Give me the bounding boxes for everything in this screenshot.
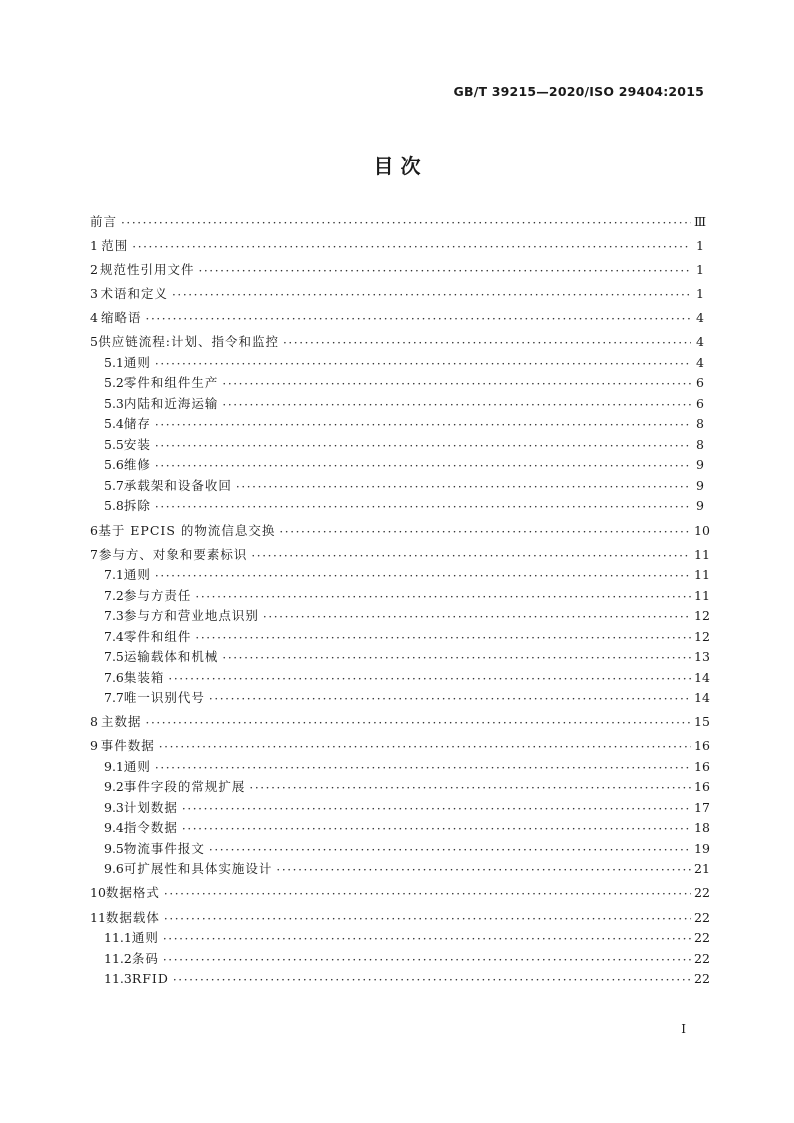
toc-entry-number: 9 xyxy=(90,738,98,754)
toc-entry[interactable] xyxy=(90,567,710,583)
toc-entry-number: 9.3 xyxy=(104,799,124,815)
dot-leader xyxy=(146,311,691,327)
dot-leader xyxy=(222,650,691,666)
dot-leader xyxy=(182,801,691,817)
toc-entry[interactable] xyxy=(90,498,704,514)
toc-entry-page: 9 xyxy=(696,477,704,493)
toc-entry-number: 11.3 xyxy=(104,971,132,987)
toc-entry-number: 11.2 xyxy=(104,950,132,966)
toc-entry-number: 5.4 xyxy=(104,416,124,432)
toc-entry-title: 事件字段的常规扩展 xyxy=(123,779,246,795)
dot-leader xyxy=(222,376,691,392)
toc-entry[interactable] xyxy=(90,478,704,494)
dot-leader xyxy=(163,952,691,968)
toc-entry-title: RFID xyxy=(131,971,169,987)
toc-entry-page: 1 xyxy=(696,286,704,302)
toc-entry-page: 8 xyxy=(696,436,704,452)
toc-entry[interactable] xyxy=(90,930,710,946)
toc-entry-title: 零件和组件生产 xyxy=(123,375,219,391)
toc-entry-title: 数据载体 xyxy=(105,909,160,925)
toc-entry-number: 4 xyxy=(90,310,98,326)
toc-entry[interactable] xyxy=(90,262,704,278)
toc-entry-title: 指令数据 xyxy=(123,820,178,836)
toc-entry-page: 22 xyxy=(694,950,710,966)
toc-entry-page: 1 xyxy=(696,238,704,254)
toc-entry-title: 条码 xyxy=(131,950,159,966)
toc-entry-page: 4 xyxy=(696,334,704,350)
toc-entry[interactable] xyxy=(90,840,710,857)
toc-entry-title: 数据格式 xyxy=(105,885,160,901)
toc-entry[interactable] xyxy=(90,690,710,706)
dot-leader xyxy=(155,438,691,454)
toc-entry-number: 3 xyxy=(90,286,98,302)
toc-entry-page: 1 xyxy=(696,262,704,278)
toc-entry-title: 拆除 xyxy=(123,498,151,514)
toc-entry-page: 11 xyxy=(694,546,710,562)
toc-entry-number: 7.3 xyxy=(104,608,124,624)
toc-entry-page: 19 xyxy=(694,840,710,856)
toc-entry-number: 5.1 xyxy=(104,354,124,370)
dot-leader xyxy=(249,780,691,796)
toc-entry[interactable] xyxy=(90,738,710,754)
toc-entry-number: 9.1 xyxy=(104,758,124,774)
toc-entry-page: 9 xyxy=(696,457,704,473)
toc-entry-page: 22 xyxy=(694,930,710,946)
toc-entry-page: 10 xyxy=(694,522,710,538)
dot-leader xyxy=(209,842,691,858)
dot-leader xyxy=(155,499,691,515)
toc-entry-title: 主数据 xyxy=(101,714,142,730)
toc-entry-title: 前言 xyxy=(90,214,118,229)
toc-entry-number: 5.6 xyxy=(104,457,124,473)
toc-entry[interactable] xyxy=(90,950,710,967)
toc-entry-title: 运输载体和机械 xyxy=(123,649,219,665)
toc-entry-number: 11 xyxy=(90,909,106,925)
toc-entry-page: 18 xyxy=(694,820,710,836)
toc-entry-page: 15 xyxy=(694,714,710,730)
toc-entry-number: 9.5 xyxy=(104,840,124,856)
dot-leader xyxy=(164,886,691,902)
toc-entry-title: 规范性引用文件 xyxy=(99,262,195,278)
toc-entry[interactable] xyxy=(90,779,710,795)
toc-entry-number: 1 xyxy=(90,238,98,254)
dot-leader xyxy=(236,479,691,495)
toc-entry-number: 5.2 xyxy=(104,375,124,391)
toc-entry[interactable] xyxy=(90,861,710,877)
toc-entry-title: 零件和组件 xyxy=(123,628,192,644)
toc-entry[interactable] xyxy=(90,238,704,254)
dot-leader xyxy=(155,760,691,776)
toc-entry-page: 8 xyxy=(696,416,704,432)
toc-entry-number: 5 xyxy=(90,334,98,350)
dot-leader xyxy=(173,972,691,988)
dot-leader xyxy=(168,671,691,687)
toc-entry-page: 21 xyxy=(694,861,710,877)
dot-leader xyxy=(155,568,691,584)
toc-entry[interactable] xyxy=(90,375,704,391)
toc-entry-page: 14 xyxy=(694,690,710,706)
toc-entry-title: 集装箱 xyxy=(123,669,165,685)
dot-leader xyxy=(155,356,691,372)
toc-entry-number: 7 xyxy=(90,546,98,562)
toc-entry-title: 参与方、对象和要素标识 xyxy=(98,546,248,562)
toc-entry-page: 22 xyxy=(694,885,710,901)
dot-leader xyxy=(279,524,691,540)
toc-entry[interactable] xyxy=(90,971,710,987)
dot-leader xyxy=(121,215,691,231)
dot-leader xyxy=(222,397,691,413)
toc-entry-title: 通则 xyxy=(123,758,151,774)
toc-entry-page: 12 xyxy=(694,608,710,624)
toc-entry[interactable] xyxy=(90,334,704,350)
toc-entry[interactable] xyxy=(90,355,704,371)
toc-entry-page: 4 xyxy=(696,354,704,370)
toc-entry-number: 5.3 xyxy=(104,395,124,411)
toc-entry[interactable] xyxy=(90,214,707,230)
table-of-contents xyxy=(90,214,710,987)
dot-leader xyxy=(146,715,691,731)
toc-entry-number: 10 xyxy=(90,885,106,901)
toc-entry[interactable] xyxy=(90,714,710,730)
toc-entry[interactable] xyxy=(90,758,710,775)
toc-entry-title: 事件数据 xyxy=(100,738,155,754)
toc-entry[interactable] xyxy=(90,546,710,563)
dot-leader xyxy=(182,821,691,837)
toc-entry-page: 16 xyxy=(694,779,710,795)
toc-entry[interactable] xyxy=(90,437,704,453)
toc-entry-title: 术语和定义 xyxy=(100,286,168,302)
toc-entry-page: 16 xyxy=(694,738,710,754)
toc-entry-page: 17 xyxy=(694,799,710,815)
dot-leader xyxy=(155,417,691,433)
dot-leader xyxy=(263,609,691,625)
toc-entry[interactable] xyxy=(90,669,710,686)
toc-entry-title: 通则 xyxy=(123,567,151,583)
toc-entry-title: 唯一识别代号 xyxy=(123,690,205,706)
toc-entry-page: 9 xyxy=(696,498,704,514)
toc-entry[interactable] xyxy=(90,885,710,901)
toc-entry-title: 承载架和设备收回 xyxy=(123,477,232,493)
toc-entry-number: 7.7 xyxy=(104,690,124,706)
toc-entry-title: 基于 EPCIS 的物流信息交换 xyxy=(98,522,276,538)
toc-entry[interactable] xyxy=(90,649,710,665)
document-code-header: GB/T 39215—2020/ISO 29404:2015 xyxy=(453,84,704,99)
toc-entry-page: 12 xyxy=(694,628,710,644)
toc-entry-title: 计划数据 xyxy=(123,799,178,815)
toc-entry-number: 7.5 xyxy=(104,649,124,665)
toc-entry[interactable] xyxy=(90,457,704,473)
toc-entry-page: 16 xyxy=(694,758,710,774)
toc-entry-number: 5.7 xyxy=(104,477,124,493)
toc-entry-title: 通则 xyxy=(123,354,151,370)
dot-leader xyxy=(283,335,691,351)
dot-leader xyxy=(163,931,691,947)
toc-entry-page: 6 xyxy=(696,395,704,411)
toc-entry-title: 参与方和营业地点识别 xyxy=(123,608,259,624)
toc-entry-number: 9.2 xyxy=(104,779,124,795)
toc-entry[interactable] xyxy=(90,799,710,816)
toc-entry-title: 安装 xyxy=(123,436,151,452)
toc-entry-title: 供应链流程:计划、指令和监控 xyxy=(98,334,279,350)
toc-entry-title: 储存 xyxy=(123,416,151,432)
toc-entry-number: 7.2 xyxy=(104,587,124,603)
toc-entry[interactable] xyxy=(90,416,704,432)
dot-leader xyxy=(276,862,691,878)
toc-entry-number: 2 xyxy=(90,262,98,278)
toc-entry[interactable] xyxy=(90,286,704,302)
toc-entry-page: 11 xyxy=(694,587,710,603)
toc-entry-number: 5.8 xyxy=(104,498,124,514)
toc-entry-title: 维修 xyxy=(123,457,151,473)
toc-entry[interactable] xyxy=(90,522,710,539)
toc-entry-page: 13 xyxy=(694,649,710,665)
toc-entry-number: 11.1 xyxy=(104,930,132,946)
toc-entry-number: 7.4 xyxy=(104,628,124,644)
page-number: I xyxy=(681,1022,686,1036)
toc-entry-title: 可扩展性和具体实施设计 xyxy=(123,861,273,877)
dot-leader xyxy=(251,548,691,564)
toc-entry-number: 9.6 xyxy=(104,861,124,877)
toc-entry-page: 11 xyxy=(694,567,710,583)
dot-leader xyxy=(172,287,691,303)
toc-entry-number: 7.6 xyxy=(104,669,124,685)
toc-entry-number: 7.1 xyxy=(104,567,124,583)
toc-entry-title: 物流事件报文 xyxy=(123,840,205,856)
toc-entry[interactable] xyxy=(90,396,704,412)
dot-leader xyxy=(209,691,691,707)
toc-entry-page: 22 xyxy=(694,909,710,925)
dot-leader xyxy=(198,263,691,279)
toc-entry-title: 内陆和近海运输 xyxy=(123,395,219,411)
toc-entry-number: 5.5 xyxy=(104,436,124,452)
dot-leader xyxy=(195,589,691,605)
page-title: 目 次 xyxy=(373,154,421,178)
dot-leader xyxy=(159,739,691,755)
toc-entry[interactable] xyxy=(90,587,710,604)
dot-leader xyxy=(164,911,691,927)
toc-entry-number: 6 xyxy=(90,522,98,538)
toc-entry-title: 通则 xyxy=(131,930,159,946)
toc-entry[interactable] xyxy=(90,820,710,836)
toc-entry-number: 9.4 xyxy=(104,820,124,836)
toc-entry[interactable] xyxy=(90,628,710,645)
dot-leader xyxy=(195,630,691,646)
toc-entry[interactable] xyxy=(90,909,710,926)
toc-entry-page: 14 xyxy=(694,669,710,685)
toc-entry-title: 参与方责任 xyxy=(123,587,192,603)
toc-entry-title: 缩略语 xyxy=(101,310,142,326)
dot-leader xyxy=(155,458,691,474)
toc-entry-page: 22 xyxy=(694,971,710,987)
toc-entry[interactable] xyxy=(90,608,710,624)
toc-entry-number: 8 xyxy=(90,714,98,730)
toc-entry-page: Ⅲ xyxy=(694,214,707,229)
dot-leader xyxy=(132,239,691,255)
toc-entry[interactable] xyxy=(90,310,704,326)
toc-entry-title: 范围 xyxy=(101,238,129,254)
toc-entry-page: 4 xyxy=(696,310,704,326)
toc-entry-page: 6 xyxy=(696,375,704,391)
